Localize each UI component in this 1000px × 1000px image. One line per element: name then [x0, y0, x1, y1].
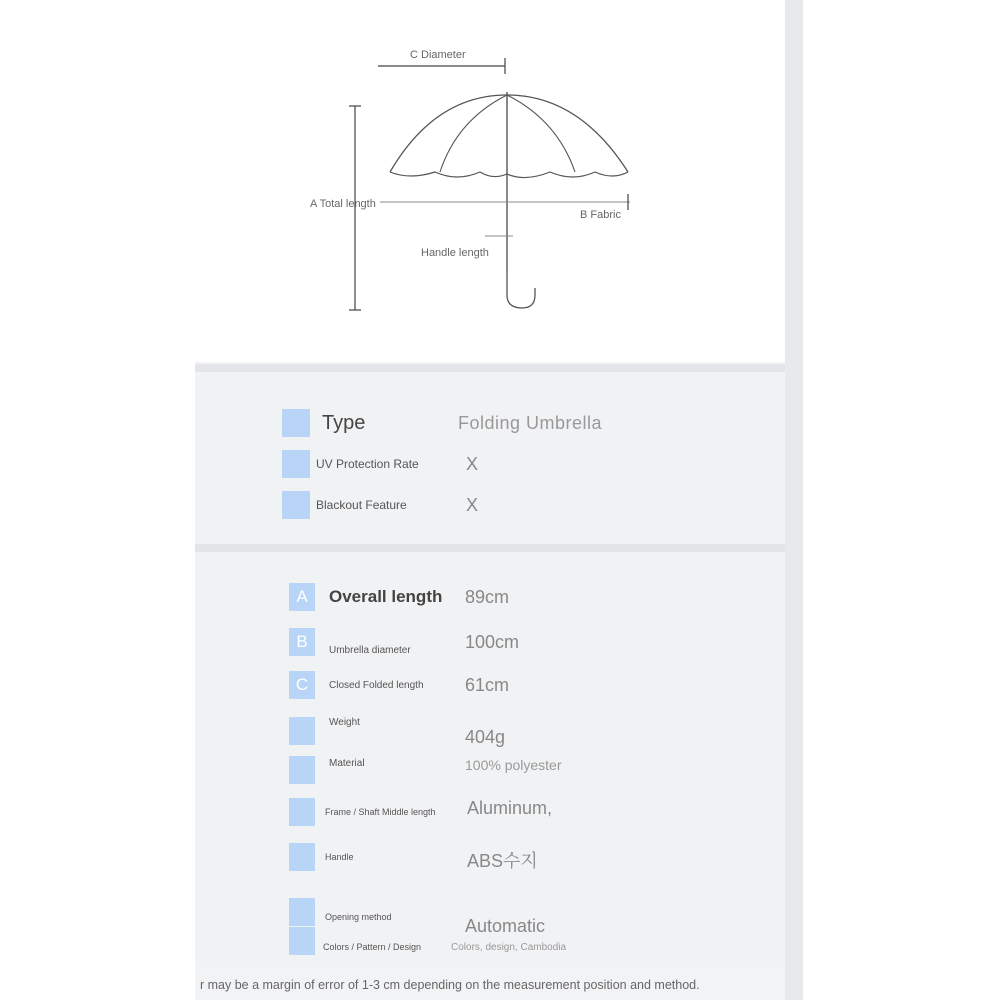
spec-value: 404g — [465, 727, 506, 747]
spec-value: 89cm — [465, 586, 510, 607]
bullet-square — [289, 798, 315, 826]
fabric-label: B Fabric — [580, 209, 621, 221]
blackout-value: X — [466, 494, 479, 515]
spec-row-frame — [289, 798, 552, 826]
spec-value: Aluminum, — [467, 797, 553, 818]
spec-row-handle — [289, 841, 538, 873]
canopy-rib-right — [507, 95, 575, 172]
spec-row-diameter — [289, 628, 519, 656]
spec-value: Automatic — [465, 916, 546, 936]
umbrella-diagram — [195, 0, 785, 362]
spec-label: Colors / Pattern / Design — [323, 942, 422, 952]
spec-row-overall-length — [289, 583, 509, 611]
badge-a: A — [289, 583, 315, 611]
overall-length-label: A Total length — [310, 198, 376, 210]
bullet-square — [289, 843, 315, 871]
type-label: Type — [322, 411, 366, 434]
spec-value: 100% polyester — [465, 757, 562, 773]
umbrella-diagram-panel — [195, 0, 785, 362]
spec-value: ABS수지 — [467, 851, 538, 871]
canopy-rib-left — [440, 95, 507, 172]
basic-row-blackout — [282, 491, 478, 519]
spec-row-material — [289, 756, 562, 784]
spec-label: Opening method — [325, 911, 392, 922]
badge-c: C — [289, 671, 315, 699]
basic-row-type — [282, 409, 602, 437]
diameter-label: C Diameter — [410, 49, 466, 61]
spec-row-colors — [289, 927, 566, 955]
uv-value: X — [466, 453, 479, 474]
bullet-square — [289, 898, 315, 926]
handle-hook — [507, 272, 535, 308]
basic-row-uv — [282, 450, 478, 478]
badge-b: B — [289, 628, 315, 656]
spec-label: Frame / Shaft Middle length — [325, 807, 436, 817]
right-gutter — [785, 0, 803, 1000]
spec-label: Closed Folded length — [329, 679, 424, 691]
bullet-square — [289, 756, 315, 784]
spec-label: Weight — [329, 717, 360, 728]
bullet-square — [289, 717, 315, 745]
bullet-square — [282, 409, 310, 437]
section-divider — [195, 544, 785, 552]
spec-row-folded-length — [289, 671, 509, 699]
blackout-label: Blackout Feature — [316, 498, 407, 512]
type-value: Folding Umbrella — [458, 412, 603, 433]
canopy-outline — [390, 95, 628, 172]
spec-value: 61cm — [465, 674, 510, 695]
bullet-square — [282, 491, 310, 519]
uv-label: UV Protection Rate — [316, 457, 419, 471]
spec-value: Colors, design, Cambodia — [451, 941, 567, 953]
spec-label: Umbrella diameter — [329, 644, 411, 656]
spec-label: Handle — [325, 852, 354, 862]
section-divider — [195, 364, 785, 372]
canopy-edge — [390, 172, 628, 178]
handle-length-label: Handle length — [421, 247, 489, 259]
spec-row-weight — [289, 713, 505, 748]
spec-label: Material — [329, 757, 365, 769]
measurement-footnote: r may be a margin of error of 1-3 cm depending on the measurement position and method. — [200, 978, 700, 992]
bullet-square — [289, 927, 315, 955]
spec-value: 100cm — [465, 631, 520, 652]
spec-label: Overall length — [329, 587, 443, 606]
bullet-square — [282, 450, 310, 478]
